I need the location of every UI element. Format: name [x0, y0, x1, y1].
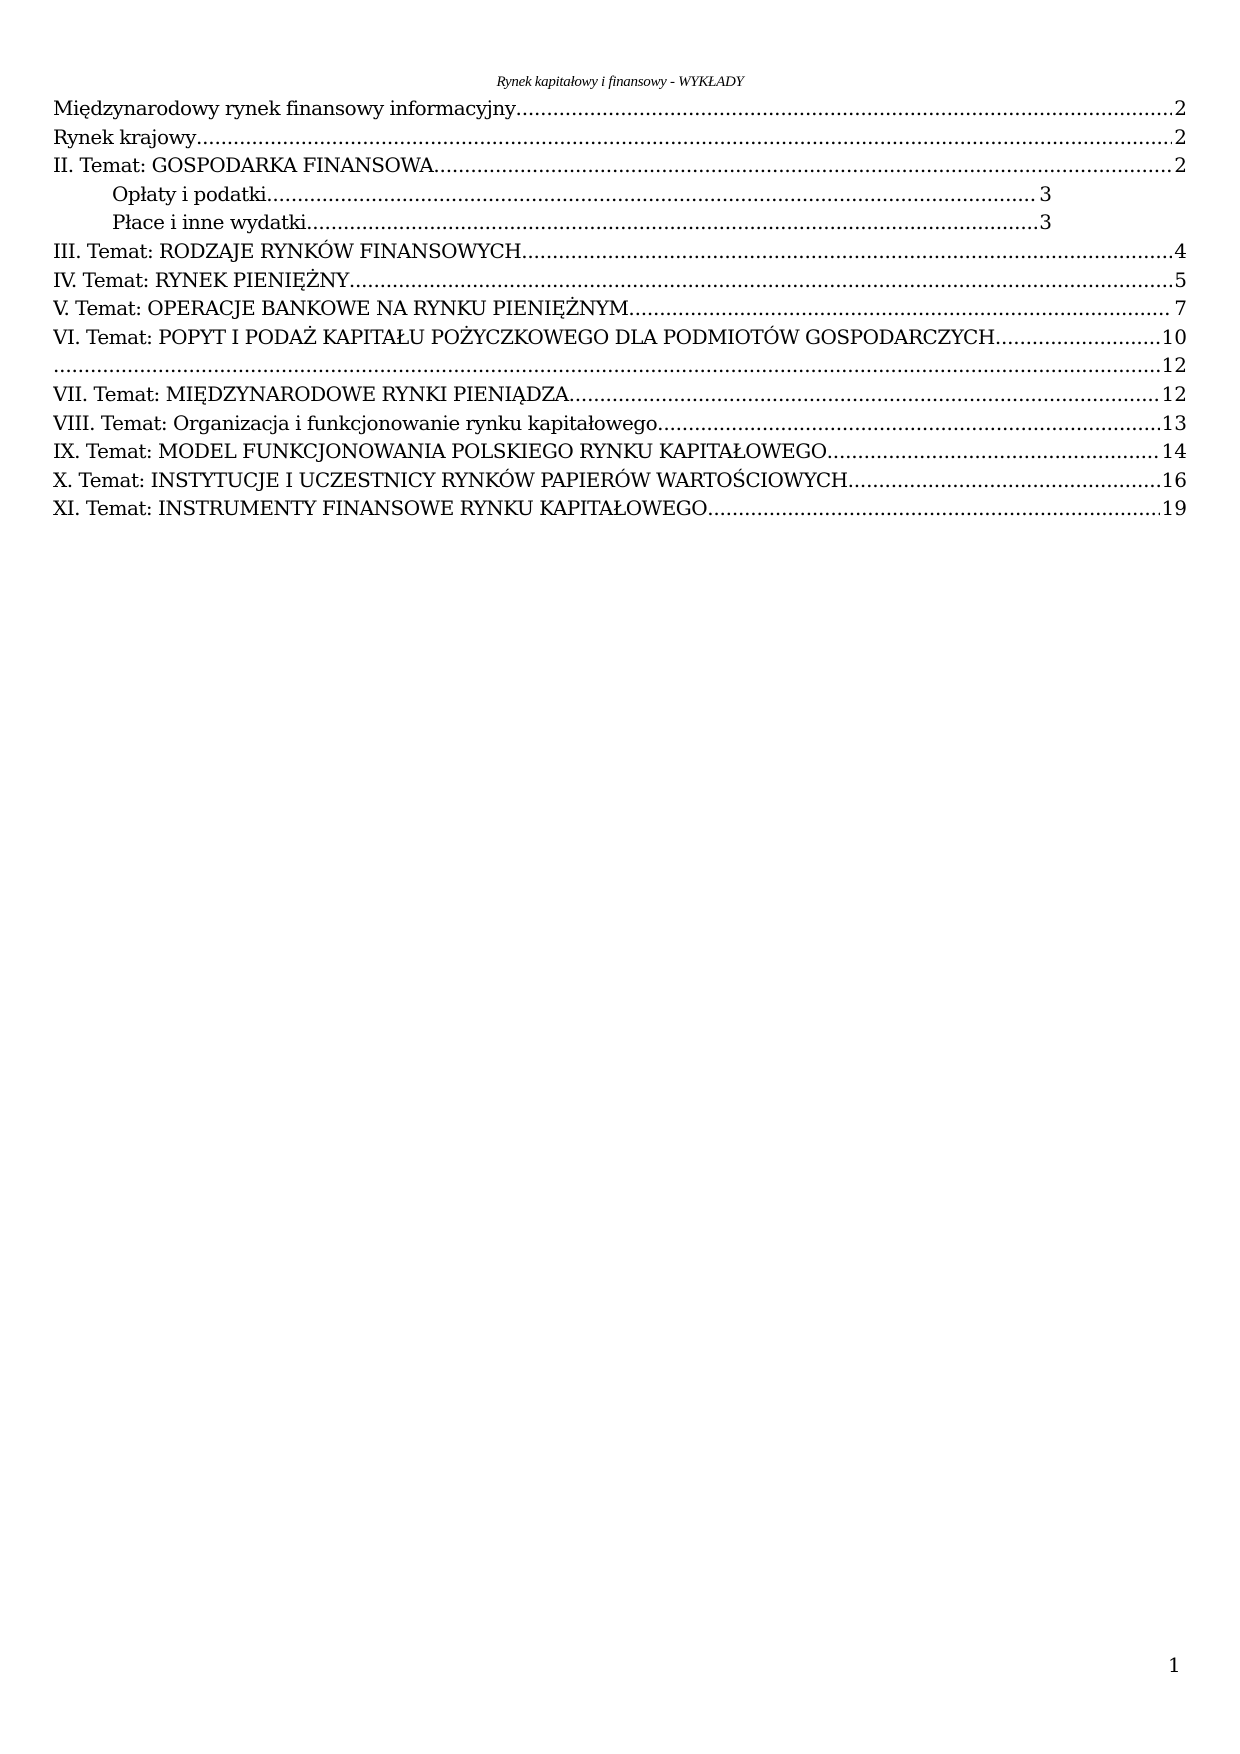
toc-entry-miedzynarodowe-rynki-pieniadza[interactable] [53, 380, 1187, 409]
toc-entry-model-funkcjonowania[interactable] [53, 437, 1187, 466]
toc-entry-page: 13 [1161, 410, 1187, 435]
toc-entry-title: II. Temat: GOSPODARKA FINANSOWA [53, 153, 434, 178]
toc-entry-title: XI. Temat: INSTRUMENTY FINANSOWE RYNKU KAPITAŁOWEGO [53, 496, 708, 521]
toc-entry-untitled[interactable] [53, 351, 1187, 380]
toc-dot-leader [995, 323, 1160, 352]
toc-entry-title: Płace i inne wydatki [112, 210, 307, 235]
toc-entry-operacje-bankowe[interactable] [53, 294, 1187, 323]
toc-entry-miedzynarodowy-rynek[interactable] [53, 94, 1187, 123]
toc-dot-leader [628, 294, 1172, 323]
toc-entry-rynek-krajowy[interactable] [53, 123, 1187, 152]
toc-dot-leader [266, 180, 1037, 209]
toc-dot-leader [707, 494, 1159, 523]
toc-dot-leader [349, 266, 1172, 295]
toc-entry-gospodarka-finansowa[interactable] [53, 151, 1187, 180]
toc-entry-page: 10 [1161, 324, 1187, 349]
toc-entry-title: IX. Temat: MODEL FUNKCJONOWANIA POLSKIEGO RYNKU KAPITAŁOWEGO [53, 439, 827, 464]
toc-entry-page: 16 [1161, 467, 1187, 492]
toc-entry-title: Międzynarodowy rynek finansowy informacyjny [53, 96, 516, 120]
toc-entry-title: VI. Temat: POPYT I PODAŻ KAPITAŁU POŻYCZKOWEGO DLA PODMIOTÓW GOSPODARCZYCH [53, 324, 995, 349]
toc-dot-leader [516, 94, 1173, 123]
toc-dot-leader [196, 123, 1172, 152]
page-number: 1 [1168, 1653, 1181, 1677]
toc-entry-page: 4 [1174, 238, 1187, 263]
toc-entry-page: 2 [1174, 124, 1187, 149]
toc-entry-title: III. Temat: RODZAJE RYNKÓW FINANSOWYCH [53, 238, 522, 263]
toc-entry-oplaty-i-podatki[interactable] [53, 180, 1052, 209]
toc-entry-title: VIII. Temat: Organizacja i funkcjonowanie rynku kapitałowego [53, 410, 658, 435]
running-header: Rynek kapitałowy i finansowy - WYKŁADY [496, 74, 744, 90]
toc-dot-leader [53, 351, 1160, 380]
toc-entry-instytucje-i-uczestnicy[interactable] [53, 466, 1187, 495]
toc-entry-page: 19 [1161, 496, 1187, 521]
toc-entry-page: 5 [1174, 267, 1187, 292]
toc-entry-place-i-inne-wydatki[interactable] [53, 208, 1052, 237]
toc-dot-leader [657, 409, 1159, 438]
toc-entry-page: 12 [1161, 381, 1187, 406]
toc-entry-page: 12 [1161, 353, 1187, 378]
toc-entry-title: Rynek krajowy [53, 124, 196, 149]
toc-entry-rynek-pieniezny[interactable] [53, 266, 1187, 295]
toc-dot-leader [827, 437, 1160, 466]
toc-dot-leader [848, 466, 1160, 495]
table-of-contents [53, 94, 1187, 523]
toc-entry-title: Opłaty i podatki [112, 181, 267, 206]
toc-entry-rodzaje-rynkow[interactable] [53, 237, 1187, 266]
toc-entry-page: 2 [1174, 153, 1187, 178]
toc-entry-title: IV. Temat: RYNEK PIENIĘŻNY [53, 267, 349, 292]
toc-entry-instrumenty-finansowe[interactable] [53, 494, 1187, 523]
toc-entry-page: 3 [1039, 210, 1052, 235]
toc-dot-leader [521, 237, 1172, 266]
toc-dot-leader [569, 380, 1160, 409]
toc-entry-title: X. Temat: INSTYTUCJE I UCZESTNICY RYNKÓW PAPIERÓW WARTOŚCIOWYCH [53, 467, 848, 492]
toc-entry-popyt-i-podaz[interactable] [53, 323, 1187, 352]
toc-entry-page: 7 [1174, 296, 1187, 321]
toc-entry-page: 2 [1174, 96, 1187, 120]
toc-dot-leader [306, 208, 1037, 237]
toc-entry-page: 14 [1161, 439, 1187, 464]
toc-entry-title: V. Temat: OPERACJE BANKOWE NA RYNKU PIENIĘŻNYM [53, 296, 629, 321]
toc-entry-title: VII. Temat: MIĘDZYNARODOWE RYNKI PIENIĄDZA [53, 381, 569, 406]
toc-entry-organizacja-rynku[interactable] [53, 409, 1187, 438]
toc-dot-leader [433, 151, 1172, 180]
toc-entry-page: 3 [1039, 181, 1052, 206]
